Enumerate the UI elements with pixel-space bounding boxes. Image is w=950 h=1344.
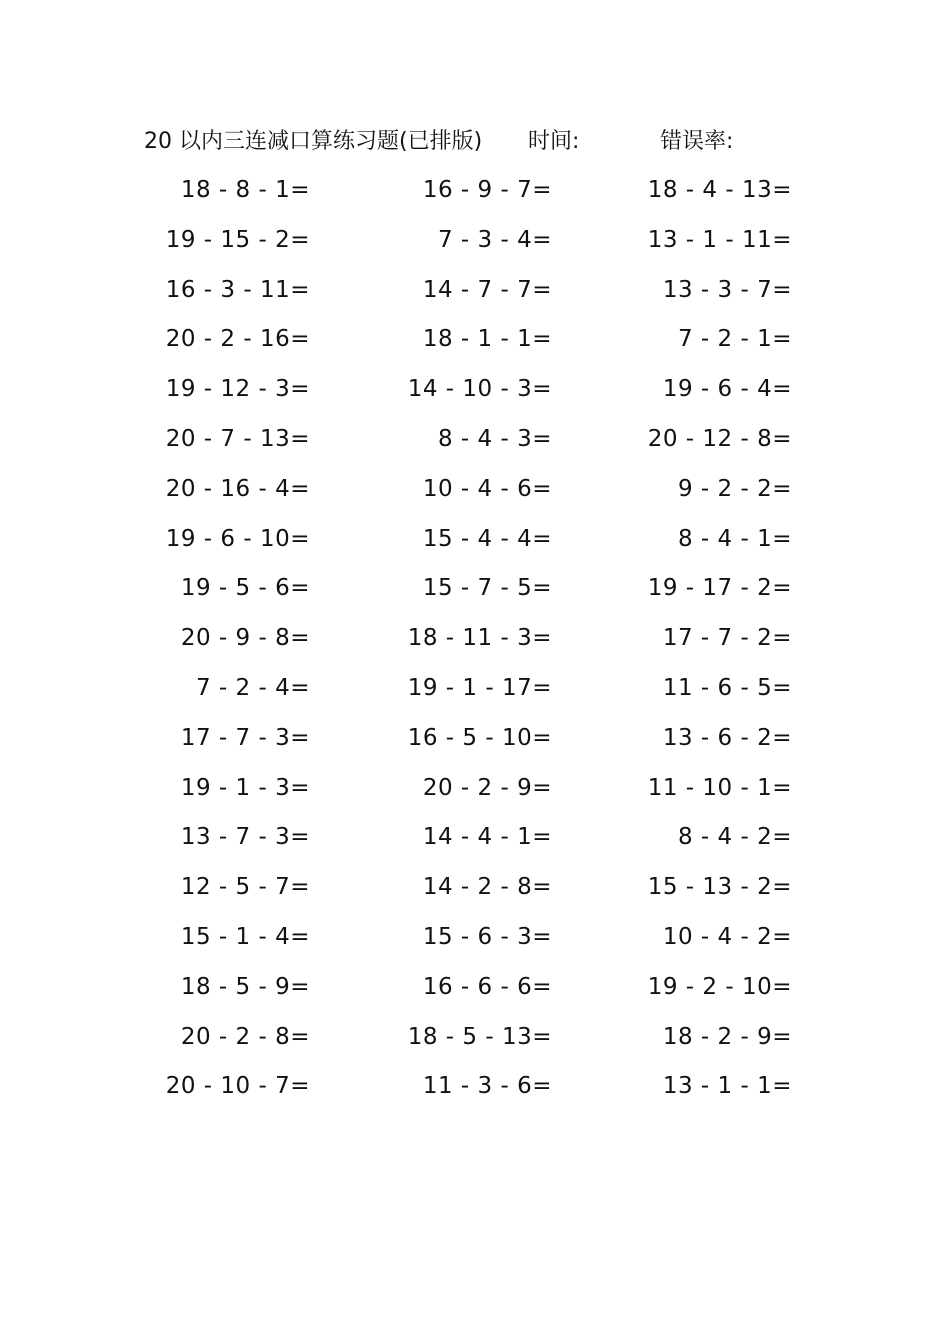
time-label: 时间: bbox=[528, 129, 580, 154]
problem-row bbox=[130, 813, 830, 863]
subtraction-problem: 8 - 4 - 3= bbox=[437, 425, 552, 452]
subtraction-problem: 20 - 2 - 9= bbox=[422, 774, 552, 801]
problem-row bbox=[130, 1062, 830, 1112]
subtraction-problem: 19 - 5 - 6= bbox=[180, 575, 310, 602]
subtraction-problem: 8 - 4 - 2= bbox=[677, 824, 792, 851]
problem-row bbox=[130, 564, 830, 614]
subtraction-problem: 20 - 10 - 7= bbox=[165, 1073, 310, 1100]
subtraction-problem: 20 - 9 - 8= bbox=[180, 625, 310, 652]
problem-row bbox=[130, 415, 830, 465]
problem-row bbox=[130, 714, 830, 764]
subtraction-problem: 13 - 6 - 2= bbox=[662, 724, 792, 751]
problem-row bbox=[130, 863, 830, 913]
problem-row bbox=[130, 614, 830, 664]
subtraction-problem: 7 - 2 - 1= bbox=[677, 326, 792, 353]
problem-row bbox=[130, 216, 830, 266]
subtraction-problem: 20 - 16 - 4= bbox=[165, 475, 310, 502]
subtraction-problem: 19 - 1 - 3= bbox=[180, 774, 310, 801]
subtraction-problem: 13 - 1 - 1= bbox=[662, 1073, 792, 1100]
subtraction-problem: 14 - 4 - 1= bbox=[422, 824, 552, 851]
subtraction-problem: 15 - 13 - 2= bbox=[647, 874, 792, 901]
subtraction-problem: 9 - 2 - 2= bbox=[677, 475, 792, 502]
subtraction-problem: 19 - 1 - 17= bbox=[407, 674, 552, 701]
subtraction-problem: 13 - 3 - 7= bbox=[662, 276, 792, 303]
page-title: 20 以内三连减口算练习题(已排版) bbox=[144, 129, 483, 154]
problem-row bbox=[130, 315, 830, 365]
problem-row bbox=[130, 266, 830, 316]
subtraction-problem: 10 - 4 - 6= bbox=[422, 475, 552, 502]
subtraction-problem: 20 - 2 - 8= bbox=[180, 1023, 310, 1050]
subtraction-problem: 18 - 2 - 9= bbox=[662, 1023, 792, 1050]
subtraction-problem: 16 - 9 - 7= bbox=[422, 177, 552, 203]
subtraction-problem: 20 - 2 - 16= bbox=[165, 326, 310, 353]
problem-row bbox=[130, 1013, 830, 1063]
problem-row bbox=[130, 913, 830, 963]
subtraction-problem: 12 - 5 - 7= bbox=[180, 874, 310, 901]
subtraction-problem: 7 - 2 - 4= bbox=[195, 674, 310, 701]
subtraction-problem: 19 - 6 - 4= bbox=[662, 376, 792, 403]
subtraction-problem: 14 - 7 - 7= bbox=[422, 276, 552, 303]
subtraction-problem: 19 - 6 - 10= bbox=[165, 525, 310, 552]
problem-row bbox=[130, 764, 830, 814]
subtraction-problem: 15 - 6 - 3= bbox=[422, 923, 552, 950]
subtraction-problem: 15 - 7 - 5= bbox=[422, 575, 552, 602]
problem-row bbox=[130, 963, 830, 1013]
subtraction-problem: 16 - 5 - 10= bbox=[407, 724, 552, 751]
subtraction-problem: 19 - 15 - 2= bbox=[165, 226, 310, 253]
subtraction-problem: 18 - 1 - 1= bbox=[422, 326, 552, 353]
subtraction-problem: 15 - 1 - 4= bbox=[180, 923, 310, 950]
problem-row bbox=[130, 365, 830, 415]
problem-grid bbox=[130, 166, 830, 1112]
subtraction-problem: 18 - 4 - 13= bbox=[647, 177, 792, 203]
problem-row bbox=[130, 664, 830, 714]
subtraction-problem: 14 - 10 - 3= bbox=[407, 376, 552, 403]
subtraction-problem: 17 - 7 - 3= bbox=[180, 724, 310, 751]
subtraction-problem: 8 - 4 - 1= bbox=[677, 525, 792, 552]
subtraction-problem: 18 - 8 - 1= bbox=[180, 177, 310, 203]
subtraction-problem: 17 - 7 - 2= bbox=[662, 625, 792, 652]
subtraction-problem: 13 - 1 - 11= bbox=[647, 226, 792, 253]
problem-row bbox=[130, 515, 830, 565]
subtraction-problem: 16 - 6 - 6= bbox=[422, 973, 552, 1000]
subtraction-problem: 14 - 2 - 8= bbox=[422, 874, 552, 901]
subtraction-problem: 11 - 10 - 1= bbox=[647, 774, 792, 801]
subtraction-problem: 19 - 12 - 3= bbox=[165, 376, 310, 403]
problem-row bbox=[130, 465, 830, 515]
subtraction-problem: 10 - 4 - 2= bbox=[662, 923, 792, 950]
subtraction-problem: 18 - 11 - 3= bbox=[407, 625, 552, 652]
subtraction-problem: 7 - 3 - 4= bbox=[437, 226, 552, 253]
subtraction-problem: 13 - 7 - 3= bbox=[180, 824, 310, 851]
problem-row bbox=[130, 166, 830, 216]
subtraction-problem: 18 - 5 - 13= bbox=[407, 1023, 552, 1050]
subtraction-problem: 11 - 6 - 5= bbox=[662, 674, 792, 701]
error-rate-label: 错误率: bbox=[660, 129, 734, 154]
subtraction-problem: 16 - 3 - 11= bbox=[165, 276, 310, 303]
subtraction-problem: 19 - 17 - 2= bbox=[647, 575, 792, 602]
subtraction-problem: 15 - 4 - 4= bbox=[422, 525, 552, 552]
subtraction-problem: 20 - 12 - 8= bbox=[647, 425, 792, 452]
subtraction-problem: 20 - 7 - 13= bbox=[165, 425, 310, 452]
subtraction-problem: 18 - 5 - 9= bbox=[180, 973, 310, 1000]
worksheet-header bbox=[144, 124, 784, 160]
subtraction-problem: 19 - 2 - 10= bbox=[647, 973, 792, 1000]
subtraction-problem: 11 - 3 - 6= bbox=[422, 1073, 552, 1100]
